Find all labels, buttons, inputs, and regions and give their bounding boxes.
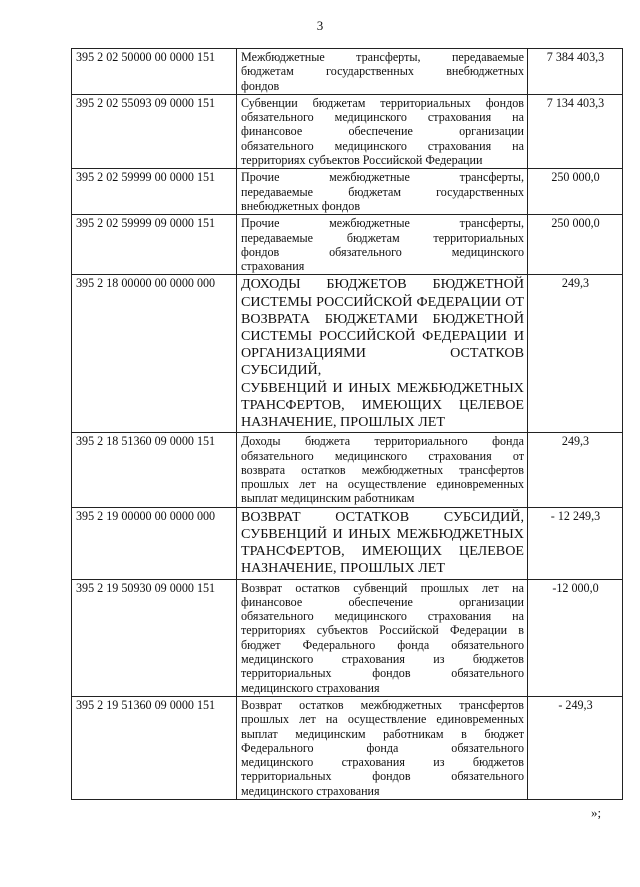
- item-name-line: Межбюджетные трансферты, передаваемые: [241, 50, 524, 64]
- table-row: [72, 169, 623, 215]
- item-name-line: Возврат остатков субвенций прошлых лет на: [241, 580, 524, 595]
- item-name-line: территориальных фондов обязательного: [241, 769, 524, 784]
- item-name-line: ОРГАНИЗАЦИЯМИ ОСТАТКОВ СУБСИДИЙ,: [241, 345, 524, 379]
- item-name-line: обязательного медицинского страхования на: [241, 110, 524, 125]
- item-name-cell: [237, 579, 528, 696]
- budget-code-cell: 395 2 02 59999 09 0000 151: [72, 215, 237, 275]
- item-name-line: выплат медицинским работникам: [241, 491, 415, 506]
- budget-code-cell: 395 2 19 50930 09 0000 151: [72, 579, 237, 696]
- item-name-line: СИСТЕМЫ РОССИЙСКОЙ ФЕДЕРАЦИИ ОТ: [241, 293, 524, 310]
- table-body: [72, 49, 623, 800]
- item-name-line: передаваемые бюджетам территориальных: [241, 230, 524, 245]
- item-name-line: медицинского страхования из бюджетов: [241, 652, 524, 667]
- item-name-cell: [237, 507, 528, 579]
- amount-cell: 7 134 403,3: [528, 94, 623, 168]
- item-name-line: обязательного медицинского страхования на: [241, 138, 524, 153]
- item-name-line: обязательного медицинского страхования от: [241, 448, 524, 463]
- item-name-line: обязательного медицинского страхования на: [241, 609, 524, 624]
- amount-cell: - 12 249,3: [528, 507, 623, 579]
- item-name-line: финансовое обеспечение организации: [241, 124, 524, 139]
- item-name-line: НАЗНАЧЕНИЕ, ПРОШЛЫХ ЛЕТ: [241, 414, 445, 431]
- item-name-line: Субвенции бюджетам территориальных фондов: [241, 95, 524, 110]
- item-name-line: фондов обязательного медицинского: [241, 244, 524, 259]
- item-name-line: возврата остатков межбюджетных трансфертов: [241, 462, 524, 477]
- item-name-cell: [237, 275, 528, 433]
- item-name-line: бюджет Федерального фонда обязательного: [241, 637, 524, 652]
- item-name-line: ДОХОДЫ БЮДЖЕТОВ БЮДЖЕТНОЙ: [241, 276, 524, 293]
- budget-revenue-table: [71, 48, 623, 800]
- item-name-cell: [237, 215, 528, 275]
- item-name-line: СИСТЕМЫ РОССИЙСКОЙ ФЕДЕРАЦИИ И: [241, 328, 524, 345]
- amount-cell: - 249,3: [528, 696, 623, 799]
- item-name-line: СУБВЕНЦИЙ И ИНЫХ МЕЖБЮДЖЕТНЫХ: [241, 379, 524, 396]
- budget-code-cell: 395 2 02 55093 09 0000 151: [72, 94, 237, 168]
- item-name-line: Прочие межбюджетные трансферты,: [241, 216, 524, 231]
- item-name-line: Возврат остатков межбюджетных трансфертов: [241, 697, 524, 712]
- amount-cell: 250 000,0: [528, 169, 623, 215]
- table-row: [72, 94, 623, 168]
- table-row: [72, 579, 623, 696]
- item-name-cell: [237, 433, 528, 507]
- amount-cell: 249,3: [528, 275, 623, 433]
- item-name-line: страхования: [241, 259, 305, 274]
- item-name-line: выплат медицинским работникам в бюджет: [241, 726, 524, 741]
- item-name-line: НАЗНАЧЕНИЕ, ПРОШЛЫХ ЛЕТ: [241, 560, 445, 577]
- item-name-line: медицинского страхования: [241, 783, 380, 798]
- amount-cell: -12 000,0: [528, 579, 623, 696]
- amount-cell: 7 384 403,3: [528, 49, 623, 95]
- amount-cell: 250 000,0: [528, 215, 623, 275]
- item-name-line: передаваемые бюджетам государственных: [241, 184, 524, 199]
- table-row: [72, 49, 623, 95]
- closing-quote-mark: »;: [591, 805, 602, 820]
- item-name-line: территориальных фондов обязательного: [241, 666, 524, 681]
- item-name-line: прошлых лет на осуществление единовременных: [241, 477, 524, 492]
- item-name-line: ВОЗВРАТ ОСТАТКОВ СУБСИДИЙ,: [241, 508, 524, 525]
- page-number: 3: [316, 18, 324, 33]
- item-name-line: ТРАНСФЕРТОВ, ИМЕЮЩИХ ЦЕЛЕВОЕ: [241, 543, 524, 560]
- item-name-line: территориях субъектов Российской Федерации в: [241, 623, 524, 638]
- table-row: [72, 275, 623, 433]
- item-name-line: Доходы бюджета территориального фонда: [241, 434, 524, 449]
- item-name-line: финансовое обеспечение организации: [241, 594, 524, 609]
- item-name-cell: [237, 169, 528, 215]
- item-name-cell: [237, 49, 528, 95]
- item-name-line: территориях субъектов Российской Федерации: [241, 153, 483, 168]
- item-name-line: Федерального фонда обязательного: [241, 740, 524, 755]
- item-name-line: внебюджетных фондов: [241, 198, 361, 213]
- budget-code-cell: 395 2 19 51360 09 0000 151: [72, 696, 237, 799]
- item-name-line: фондов: [241, 78, 280, 93]
- budget-code-cell: 395 2 18 51360 09 0000 151: [72, 433, 237, 507]
- table-row: [72, 215, 623, 275]
- item-name-line: медицинского страхования: [241, 680, 380, 695]
- table-row: [72, 507, 623, 579]
- item-name-line: ВОЗВРАТА БЮДЖЕТАМИ БЮДЖЕТНОЙ: [241, 310, 524, 327]
- budget-code-cell: 395 2 19 00000 00 0000 000: [72, 507, 237, 579]
- item-name-cell: [237, 696, 528, 799]
- table-row: [72, 433, 623, 507]
- budget-code-cell: 395 2 18 00000 00 0000 000: [72, 275, 237, 433]
- budget-code-cell: 395 2 02 50000 00 0000 151: [72, 49, 237, 95]
- item-name-line: СУБВЕНЦИЙ И ИНЫХ МЕЖБЮДЖЕТНЫХ: [241, 525, 524, 542]
- item-name-cell: [237, 94, 528, 168]
- item-name-line: Прочие межбюджетные трансферты,: [241, 170, 524, 185]
- item-name-line: медицинского страхования из бюджетов: [241, 755, 524, 770]
- amount-cell: 249,3: [528, 433, 623, 507]
- item-name-line: ТРАНСФЕРТОВ, ИМЕЮЩИХ ЦЕЛЕВОЕ: [241, 396, 524, 413]
- item-name-line: прошлых лет на осуществление единовременных: [241, 712, 524, 727]
- table-row: [72, 696, 623, 799]
- budget-code-cell: 395 2 02 59999 00 0000 151: [72, 169, 237, 215]
- item-name-line: бюджетам государственных внебюджетных: [241, 64, 524, 79]
